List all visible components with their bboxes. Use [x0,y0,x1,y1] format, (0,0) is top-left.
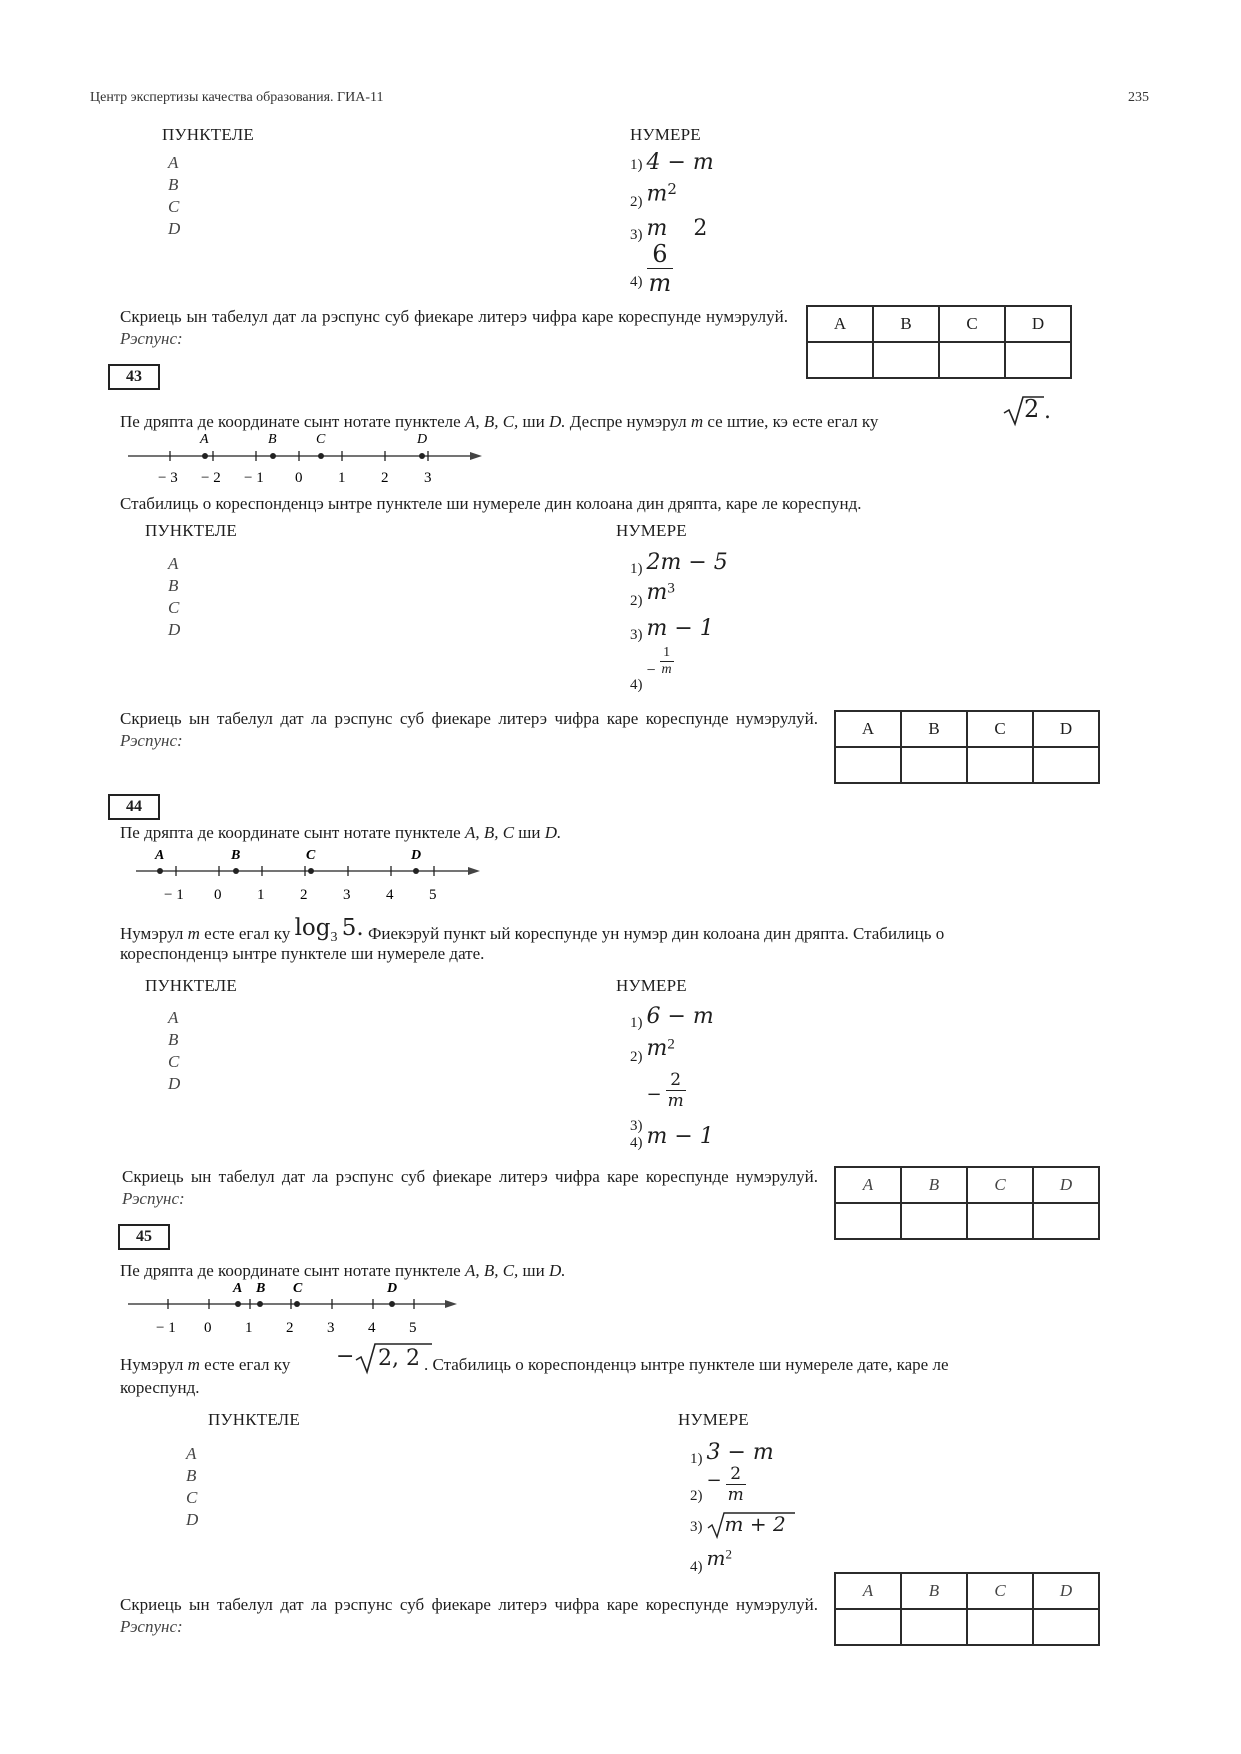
statement-points: A, B, C, [464,1261,519,1280]
minus-sign: − [646,1084,662,1106]
q44-statement [120,823,561,843]
instruction-text: Скриець ын табелул дат ла рэспунс суб фиекаре литерэ чифра каре кореспунде нумэрулуй. [120,709,818,728]
statement-text: Пе дряпта де координате сынт нотате пунктеле [120,1261,461,1280]
sqrt-expression [707,1510,797,1540]
numerator: 2 [726,1464,746,1485]
option-3 [630,216,707,241]
point-label-b: B [168,576,179,595]
option-expression: m [646,216,668,241]
answer-cell-c[interactable] [967,1609,1033,1645]
answer-cell-a[interactable] [835,1609,901,1645]
axis-point-c: C [293,1281,303,1296]
denominator: m [727,1485,744,1505]
point-marker-b [257,1301,263,1307]
point-marker-c [318,453,324,459]
point-label-b: B [168,175,179,194]
tick-label: 3 [327,1320,335,1336]
option-number: 4) [690,1559,703,1575]
answer-cell-d[interactable] [1033,1609,1099,1645]
statement-point-d: D. [549,412,566,431]
answer-table-42 [806,305,1072,379]
tick-label: 1 [257,887,265,903]
fraction [647,240,674,297]
answer-instruction [122,1166,818,1210]
tick-label: − 1 [244,470,264,486]
statement-text-b: Деспре нумэрул [569,412,687,431]
task-text: Нумэрул [120,924,184,943]
answer-header-a: A [807,306,873,342]
option-1 [690,1440,774,1465]
point-marker-d [419,453,425,459]
option-number: 3) [630,1118,643,1135]
tick-label: 1 [245,1320,253,1336]
option-4 [630,1124,714,1149]
option-number: 4) [630,1135,643,1151]
variable-m: m [187,1355,200,1374]
answer-table-45 [834,1572,1100,1646]
point-marker-a [235,1301,241,1307]
answer-header-c: C [939,306,1005,342]
option-1 [630,550,728,575]
denominator: m [648,269,672,297]
axis-point-b: B [268,432,277,447]
answer-header-d: D [1033,711,1099,747]
point-label-a: A [168,554,179,573]
statement-text: Пе дряпта де координате сынт нотате пунктеле [120,412,461,431]
point-label-c: C [168,1052,180,1071]
point-label-d: D [168,1074,181,1093]
task-text-b: есте егал ку [204,924,291,943]
variable-m: m [690,412,704,431]
statement-points: A, B, C, [464,412,519,431]
tick-label: 0 [295,470,303,486]
point-label-d: D [168,219,181,238]
axis-point-c: C [306,848,316,863]
tick-label: 3 [424,470,432,486]
answer-label: Рэспунс: [120,731,183,750]
radicand: 2, 2 [378,1346,420,1371]
point-label-c: C [186,1488,198,1507]
option-number: 3) [630,227,643,243]
statement-points: A, B, C [464,823,515,842]
option-number: 1) [630,157,643,173]
log-function: log [294,915,331,941]
task-text-b: есте егал ку [204,1355,291,1374]
option-expression: 2m − 5 [646,550,728,575]
log-argument: 5. [341,915,364,941]
axis-point-a: A [233,1281,243,1296]
tick-label: − 1 [164,887,184,903]
option-number: 2) [630,1049,643,1065]
option-number: 2) [630,593,643,609]
tick-label: 2 [300,887,308,903]
option-expression: m [646,1036,668,1061]
statement-point-d: D. [549,1261,566,1280]
point-label-d: D [168,620,181,639]
option-expression-part: 2 [693,216,708,241]
option-expression: 4 − m [646,150,714,175]
q45-statement [120,1261,566,1281]
option-2 [630,180,677,211]
exponent: 2 [667,1036,675,1053]
axis-point-d: D [411,848,422,863]
point-label-d: D [186,1510,199,1529]
statement-text-c: се штие, кэ есте егал ку [707,412,879,431]
axis-point-d: D [387,1281,398,1296]
answer-cell-d[interactable] [1033,747,1099,783]
point-marker-c [294,1301,300,1307]
option-number: 2) [630,194,643,211]
answer-header-b: B [901,1573,967,1609]
instruction-text: Скриець ын табелул дат ла рэспунс суб фиекаре литерэ чифра каре кореспунде нумэрулуй. [120,1595,818,1614]
tick-label: 5 [429,887,437,903]
task-text-c: Фиекэруй пункт ый кореспунде ун нумэр дин колоана дин дряпта. Стабилиць о [367,924,945,943]
option-number: 1) [630,561,643,577]
point-marker-a [157,868,163,874]
tick-label: 4 [368,1320,376,1336]
numerator: 2 [666,1070,686,1091]
option-2 [690,1464,746,1505]
minus-sign: − [336,1344,355,1369]
period: . [1044,399,1051,424]
statement-and: ши [518,823,541,842]
radicand: m + 2 [724,1512,786,1536]
numerator: 1 [660,645,674,662]
answer-cell-b[interactable] [873,342,939,378]
points-column-title: ПУНКТЕЛЕ [162,125,254,144]
numerator: 6 [647,240,674,269]
option-3 [630,616,714,641]
point-marker-d [389,1301,395,1307]
answer-header-d: D [1033,1573,1099,1609]
axis-point-b: B [256,1281,266,1296]
point-label-b: B [168,1030,179,1049]
answer-header-a: A [835,1167,901,1203]
option-number: 2) [690,1488,703,1505]
option-number: 4) [630,677,643,694]
option-1 [630,1004,714,1029]
axis-point-a: A [200,432,209,447]
point-label-c: C [168,598,180,617]
fraction [666,1070,686,1111]
answer-header-a: A [835,1573,901,1609]
tick-label: 4 [386,887,394,903]
option-expression: m − 1 [646,616,714,641]
tick-label: 3 [343,887,351,903]
option-2 [630,1036,675,1065]
tick-label: − 2 [201,470,221,486]
points-column-title: ПУНКТЕЛЕ [145,976,237,995]
answer-cell-b[interactable] [901,1609,967,1645]
answer-header-d: D [1033,1167,1099,1203]
exponent: 2 [725,1546,732,1562]
point-label-a: A [168,1008,179,1027]
option-1 [630,150,714,175]
instruction-text: Скриець ын табелул дат ла рэспунс суб фиекаре литерэ чифра каре кореспунде нумэрулуй. [120,307,788,326]
option-number: 1) [690,1451,703,1467]
tick-label: − 3 [158,470,178,486]
answer-cell-c[interactable] [939,342,1005,378]
answer-header-b: B [901,711,967,747]
option-number: 3) [690,1519,703,1535]
axis-point-b: B [231,848,241,863]
statement-and: ши [522,412,545,431]
answer-instruction [120,1594,818,1638]
axis-point-a: A [155,848,165,863]
q45-task-rest: . Стабилиць о кореспонденцэ ынтре пунктеле ши нумереле дате, каре ле [424,1355,949,1374]
fraction [660,645,674,678]
answer-header-b: B [901,1167,967,1203]
denominator: m [661,662,672,677]
task-text: Нумэрул [120,1355,184,1374]
point-marker-b [270,453,276,459]
answer-header-a: A [835,711,901,747]
q43-statement [120,412,878,432]
statement-and: ши [522,1261,545,1280]
option-4 [630,645,674,694]
log-base: 3 [330,930,338,946]
points-column-title: ПУНКТЕЛЕ [208,1410,300,1429]
neg-sqrt-2-2 [334,1340,424,1376]
fraction [726,1464,746,1505]
answer-table-44 [834,1166,1100,1240]
statement-text: Пе дряпта де координате сынт нотате пунктеле [120,823,461,842]
exponent: 3 [667,580,675,597]
point-label-a: A [186,1444,197,1463]
tick-label: 0 [204,1320,212,1336]
option-number: 1) [630,1015,643,1031]
answer-header-c: C [967,1573,1033,1609]
tick-label: 1 [338,470,346,486]
option-2 [630,580,675,609]
answer-cell-a[interactable] [835,747,901,783]
question-number-44: 44 [108,794,160,820]
tick-label: − 1 [156,1320,176,1336]
answer-header-b: B [873,306,939,342]
numbers-column-title: НУМЕРЕ [616,521,687,540]
variable-m: m [187,924,200,943]
answer-instruction [120,306,788,350]
tick-label: 2 [286,1320,294,1336]
answer-cell-d[interactable] [1005,342,1071,378]
number-line-43 [120,430,500,488]
option-expression: m [646,181,668,207]
point-marker-b [233,868,239,874]
answer-cell-c[interactable] [967,747,1033,783]
axis-point-c: C [316,432,326,447]
option-number: 4) [630,274,643,291]
answer-header-c: C [967,1167,1033,1203]
denominator: m [667,1091,684,1111]
answer-label: Рэспунс: [120,329,183,348]
point-marker-d [413,868,419,874]
option-number: 3) [630,627,643,643]
instruction-text: Скриець ын табелул дат ла рэспунс суб фиекаре литерэ чифра каре кореспунде нумэрулуй. [122,1167,818,1186]
point-label-a: A [168,153,179,172]
question-number-43: 43 [108,364,160,390]
answer-header-c: C [967,711,1033,747]
point-marker-c [308,868,314,874]
option-expression: m − 1 [646,1124,714,1149]
tick-label: 5 [409,1320,417,1336]
number-line-44 [128,845,498,907]
answer-label: Рэспунс: [122,1189,185,1208]
q45-task-line2: кореспунд. [120,1378,200,1397]
point-marker-a [202,453,208,459]
answer-cell-a[interactable] [807,342,873,378]
option-expression: 6 − m [646,1004,714,1029]
option-4 [630,240,673,297]
answer-header-d: D [1005,306,1071,342]
answer-cell-d[interactable] [1033,1203,1099,1239]
page-number: 235 [1128,90,1149,105]
points-column-title: ПУНКТЕЛЕ [145,521,237,540]
answer-cell-b[interactable] [901,1203,967,1239]
number-line-45 [120,1280,470,1342]
radicand: 2 [1024,395,1040,423]
answer-cell-b[interactable] [901,747,967,783]
point-label-b: B [186,1466,197,1485]
answer-table-43 [834,710,1100,784]
axis-point-d: D [417,432,428,447]
q44-task-line2: кореспонденцэ ынтре пунктеле ши нумереле дате. [120,944,485,963]
statement-point-d: D. [544,823,562,842]
answer-cell-c[interactable] [967,1203,1033,1239]
numbers-column-title: НУМЕРЕ [616,976,687,995]
option-expression: m [646,580,668,605]
minus-sign: − [646,662,656,680]
point-label-c: C [168,197,180,216]
answer-cell-a[interactable] [835,1203,901,1239]
option-3 [630,1070,686,1135]
exponent: 2 [667,180,677,198]
answer-label: Рэспунс: [120,1617,183,1636]
tick-label: 2 [381,470,389,486]
q43-task: Стабилиць о кореспонденцэ ынтре пунктеле ши нумереле дин колоана дин дряпта, каре ле кореспунд. [120,494,862,513]
numbers-column-title: НУМЕРЕ [678,1410,749,1429]
running-header: Центр экспертизы качества образования. ГИА-11 [90,90,384,105]
option-expression: 3 − m [706,1440,774,1465]
answer-instruction [120,708,818,752]
minus-sign: − [706,1470,722,1492]
option-4 [690,1546,732,1575]
option-expression: m [706,1546,726,1570]
tick-label: 0 [214,887,222,903]
numbers-column-title: НУМЕРЕ [630,125,701,144]
question-number-45: 45 [118,1224,170,1250]
option-3 [690,1510,797,1540]
